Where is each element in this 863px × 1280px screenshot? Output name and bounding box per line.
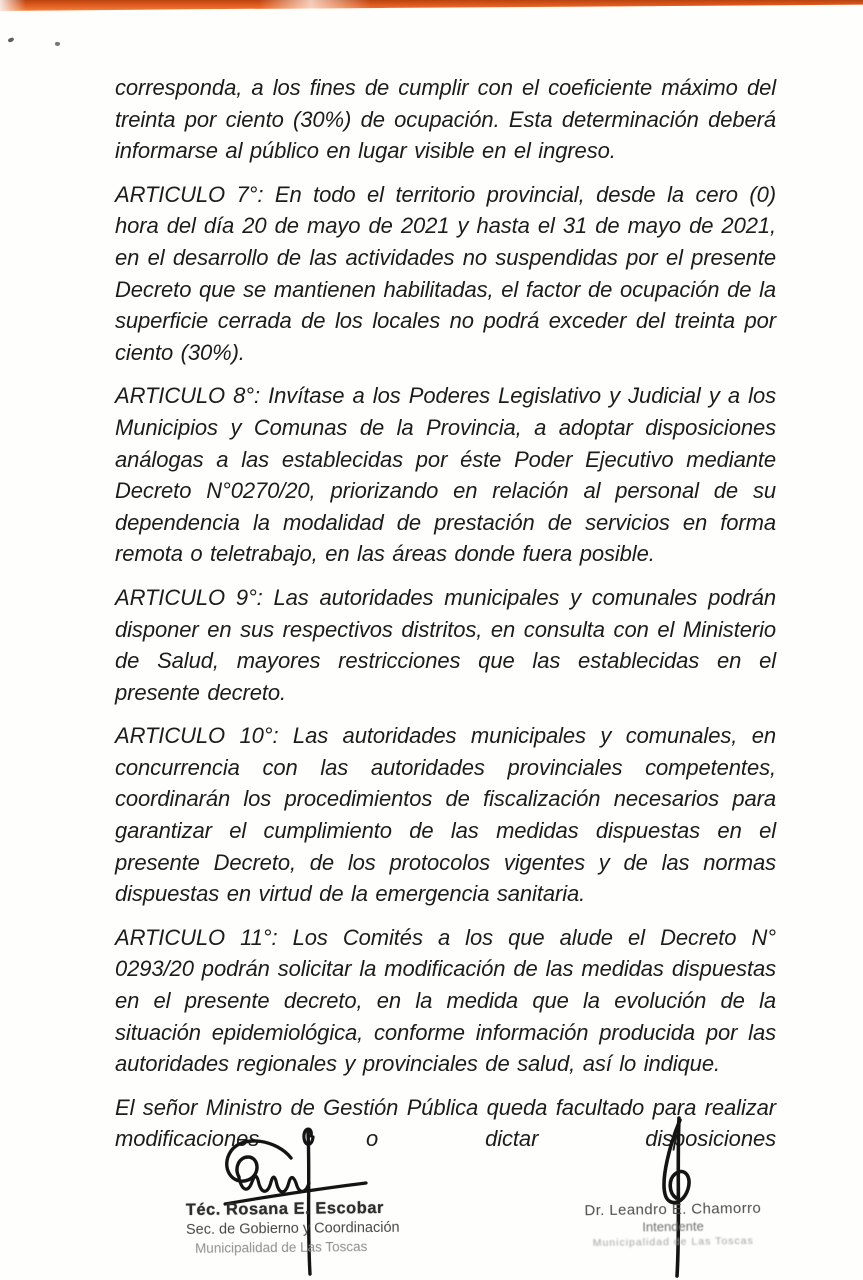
left-signer-title: Sec. de Gobierno y Coordinación — [185, 1219, 400, 1238]
right-signer-name: Dr. Leandro E. Chamorro — [584, 1199, 762, 1220]
right-signature-stamp — [578, 1200, 769, 1250]
paragraph-articulo-10: ARTICULO 10°: Las autoridades municipales y comunales, en concurrencia con las autoridades provinciales competentes, coordinarán los procedimientos de fiscalización necesarios para garantizar el cumplimiento de las medidas dispuestas en el presente Decreto, de los protocolos vigentes y de las normas dispuestas en virtud de la emergencia sanitaria. — [115, 723, 776, 907]
ink-speck — [8, 37, 15, 43]
left-signer-name: Téc. Rosana E. Escobar — [185, 1198, 384, 1219]
left-signer-organization: Municipalidad de Las Toscas — [194, 1239, 368, 1256]
paragraph-articulo-11: ARTICULO 11°: Los Comités a los que alude el Decreto N° 0293/20 podrán solicitar la modificación de las medidas dispuestas en el presente decreto, en la medida que la evolución de la situación epidemiológica, conforme información producida por las autoridades regionales y provinciales de salud, así lo indique. — [115, 924, 776, 1077]
left-signature-stamp — [185, 1198, 400, 1256]
right-signer-organization: Municipalidad de Las Toscas — [592, 1234, 754, 1250]
decree-text-column — [115, 72, 776, 1167]
ink-speck — [55, 42, 61, 47]
paragraph-intro-continuation: corresponda, a los fines de cumplir con el coeficiente máximo del treinta por ciento (30%) de ocupación. Esta determinación deberá informarse al público en lugar visible en el ingreso. — [115, 75, 776, 164]
paragraph-articulo-7: ARTICULO 7°: En todo el territorio provincial, desde la cero (0) hora del día 20 de mayo de 2021 y hasta el 31 de mayo de 2021, en el desarrollo de las actividades no suspendidas por el presente Decreto que se mantienen habilitadas, el factor de ocupación de la superficie cerrada de los locales no podrá exceder del treinta por ciento (30%). — [115, 181, 776, 365]
paragraph-articulo-9: ARTICULO 9°: Las autoridades municipales y comunales podrán disponer en sus respectivos distritos, en consulta con el Ministerio de Salud, mayores restricciones que las establecidas en el presente decreto. — [115, 584, 776, 705]
paragraph-articulo-8: ARTICULO 8°: Invítase a los Poderes Legislativo y Judicial y a los Municipios y Comunas de la Provincia, a adoptar disposiciones análogas a las establecidas por éste Poder Ejecutivo mediante Decreto N°0270/20, priorizando en relación al personal de su dependencia la modalidad de prestación de servicios en forma remota o teletrabajo, en las áreas donde fuera posible. — [115, 383, 776, 567]
scan-edge-band — [0, 0, 863, 11]
paragraph-closing: El señor Ministro de Gestión Pública queda facultado para realizar modificaciones o dictar disposiciones — [115, 1094, 776, 1152]
right-signer-title: Intendente — [642, 1218, 704, 1235]
